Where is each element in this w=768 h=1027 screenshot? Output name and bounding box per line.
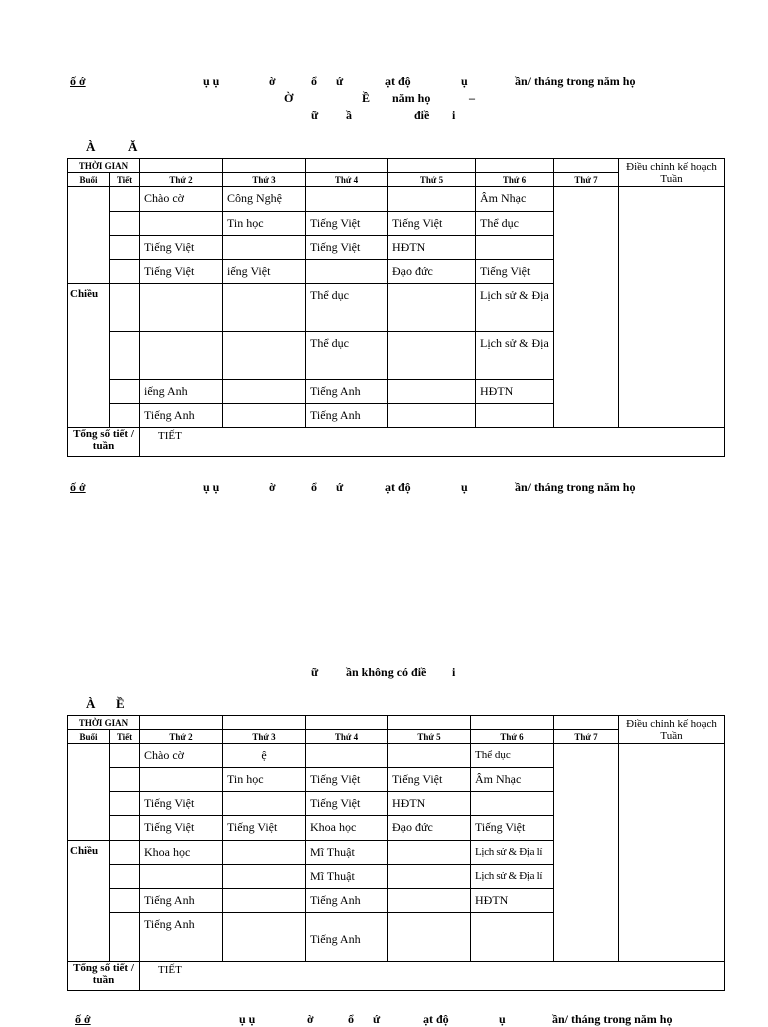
heading-fragment: ạt độ bbox=[385, 480, 411, 494]
day-header: Thứ 7 bbox=[554, 730, 619, 744]
time-header: THỜI GIAN bbox=[68, 716, 140, 730]
lesson-cell: Tiếng Việt bbox=[140, 236, 223, 260]
heading-fragment: ữ bbox=[311, 665, 319, 679]
tiet-cell bbox=[110, 187, 140, 212]
lesson-cell: Tiếng Anh bbox=[306, 913, 388, 962]
section-label: Ă bbox=[128, 139, 138, 154]
heading-fragment: ạt độ bbox=[385, 74, 411, 88]
lesson-cell: Tiếng Việt bbox=[140, 260, 223, 284]
empty-cell bbox=[471, 716, 554, 730]
lesson-cell bbox=[223, 380, 306, 404]
lesson-cell bbox=[388, 865, 471, 889]
heading-fragment: năm họ bbox=[392, 91, 431, 105]
tiet-cell bbox=[110, 792, 140, 816]
heading-fragment: ần không có điề bbox=[346, 665, 427, 679]
lesson-cell: Tin học bbox=[223, 768, 306, 792]
tiet-cell bbox=[110, 284, 140, 332]
day-header: Thứ 6 bbox=[471, 730, 554, 744]
total-value: TIẾT bbox=[140, 962, 725, 991]
heading-fragment: ứ bbox=[336, 480, 344, 494]
lesson-cell bbox=[140, 212, 223, 236]
empty-cell bbox=[388, 159, 476, 173]
lesson-cell bbox=[306, 187, 388, 212]
heading-fragment: ố ớ bbox=[70, 480, 86, 494]
lesson-cell bbox=[223, 792, 306, 816]
adjust-header: Điều chỉnh kế hoạch Tuần bbox=[619, 159, 725, 187]
lesson-cell bbox=[471, 792, 554, 816]
lesson-cell bbox=[140, 768, 223, 792]
day-header: Thứ 5 bbox=[388, 173, 476, 187]
lesson-cell: Tiếng Việt bbox=[306, 792, 388, 816]
lesson-cell: HĐTN bbox=[388, 236, 476, 260]
lesson-cell: Khoa học bbox=[306, 816, 388, 841]
lesson-cell bbox=[388, 889, 471, 913]
lesson-cell bbox=[223, 889, 306, 913]
lesson-cell: Mĩ Thuật bbox=[306, 841, 388, 865]
tiet-cell bbox=[110, 404, 140, 428]
heading-fragment: – bbox=[469, 91, 475, 105]
lesson-cell bbox=[306, 260, 388, 284]
lesson-cell: Âm Nhạc bbox=[476, 187, 554, 212]
lesson-cell: Tiếng Việt bbox=[476, 260, 554, 284]
heading-fragment: ổ bbox=[311, 74, 317, 88]
heading-fragment: ầ bbox=[346, 108, 352, 122]
lesson-cell bbox=[223, 913, 306, 962]
lesson-cell: Tiếng Anh bbox=[140, 404, 223, 428]
heading-fragment: ụ bbox=[499, 1012, 506, 1026]
day-header: Thứ 2 bbox=[140, 730, 223, 744]
lesson-cell: Tiếng Anh bbox=[140, 913, 223, 962]
section-label: Ề bbox=[116, 696, 125, 711]
heading-fragment: ờ bbox=[269, 74, 276, 88]
heading-fragment: ần/ tháng trong năm họ bbox=[515, 480, 636, 494]
lesson-cell: Đạo đức bbox=[388, 260, 476, 284]
heading-fragment: ụ ụ bbox=[203, 74, 220, 88]
lesson-cell: Lịch sử & Địa bbox=[476, 332, 554, 380]
heading-fragment: ần/ tháng trong năm họ bbox=[552, 1012, 673, 1026]
total-value: TIẾT bbox=[140, 428, 725, 457]
lesson-cell: Tiếng Việt bbox=[388, 768, 471, 792]
tiet-header: Tiết bbox=[110, 730, 140, 744]
heading-fragment: i bbox=[452, 108, 456, 122]
lesson-cell: Chào cờ bbox=[140, 744, 223, 768]
tiet-cell bbox=[110, 236, 140, 260]
time-header: THỜI GIAN bbox=[68, 159, 140, 173]
heading-fragment: Ờ bbox=[284, 91, 294, 105]
section-label: À bbox=[86, 139, 96, 154]
lesson-cell: Tiếng Anh bbox=[306, 404, 388, 428]
lesson-cell bbox=[476, 404, 554, 428]
lesson-cell: Thể dục bbox=[306, 332, 388, 380]
day-header: Thứ 6 bbox=[476, 173, 554, 187]
lesson-cell bbox=[223, 236, 306, 260]
lesson-cell bbox=[223, 404, 306, 428]
lesson-cell bbox=[223, 284, 306, 332]
day-header: Thứ 3 bbox=[223, 173, 306, 187]
total-label: Tổng số tiết / tuần bbox=[68, 962, 140, 991]
tiet-cell bbox=[110, 816, 140, 841]
lesson-cell: iếng Việt bbox=[223, 260, 306, 284]
lesson-cell bbox=[476, 236, 554, 260]
lesson-cell bbox=[306, 744, 388, 768]
day-header: Thứ 4 bbox=[306, 173, 388, 187]
empty-cell bbox=[223, 159, 306, 173]
heading-fragment: ụ ụ bbox=[203, 480, 220, 494]
lesson-cell bbox=[140, 332, 223, 380]
lesson-cell bbox=[140, 865, 223, 889]
heading-fragment: ờ bbox=[307, 1012, 314, 1026]
empty-cell bbox=[140, 716, 223, 730]
heading-fragment: ổ bbox=[311, 480, 317, 494]
tiet-cell bbox=[110, 744, 140, 768]
day-header: Thứ 3 bbox=[223, 730, 306, 744]
heading-fragment: ố ớ bbox=[70, 74, 86, 88]
lesson-cell bbox=[471, 913, 554, 962]
heading-fragment: ứ bbox=[373, 1012, 381, 1026]
heading-fragment: ố ớ bbox=[75, 1012, 91, 1026]
tiet-cell bbox=[110, 380, 140, 404]
lesson-cell bbox=[388, 913, 471, 962]
lesson-cell: Lịch sử & Địa bbox=[476, 284, 554, 332]
tiet-cell bbox=[110, 913, 140, 962]
buoi-header: Buổi bbox=[68, 173, 110, 187]
empty-cell bbox=[388, 716, 471, 730]
session-cell bbox=[68, 187, 110, 284]
empty-cell bbox=[223, 716, 306, 730]
lesson-cell: Thể dục bbox=[471, 744, 554, 768]
lesson-cell bbox=[388, 404, 476, 428]
lesson-cell bbox=[388, 187, 476, 212]
total-label: Tổng số tiết / tuần bbox=[68, 428, 140, 457]
heading-fragment: ờ bbox=[269, 480, 276, 494]
empty-cell bbox=[306, 716, 388, 730]
day-header: Thứ 4 bbox=[306, 730, 388, 744]
lesson-cell: Mĩ Thuật bbox=[306, 865, 388, 889]
lesson-cell bbox=[388, 841, 471, 865]
day-header: Thứ 2 bbox=[140, 173, 223, 187]
adjust-header: Điều chỉnh kế hoạch Tuần bbox=[619, 716, 725, 744]
saturday-cell bbox=[554, 744, 619, 962]
heading-fragment: ữ bbox=[311, 108, 319, 122]
lesson-cell: Tiếng Anh bbox=[306, 889, 388, 913]
heading-fragment: ứ bbox=[336, 74, 344, 88]
day-header: Thứ 7 bbox=[554, 173, 619, 187]
tiet-cell bbox=[110, 865, 140, 889]
buoi-header: Buổi bbox=[68, 730, 110, 744]
tiet-cell bbox=[110, 212, 140, 236]
heading-fragment: ụ bbox=[461, 480, 468, 494]
lesson-cell: Tiếng Việt bbox=[223, 816, 306, 841]
lesson-cell: Tiếng Việt bbox=[306, 236, 388, 260]
tiet-cell bbox=[110, 841, 140, 865]
lesson-cell: Chào cờ bbox=[140, 187, 223, 212]
lesson-cell: Thể dục bbox=[476, 212, 554, 236]
session-cell bbox=[68, 744, 110, 841]
adjust-cell bbox=[619, 744, 725, 962]
timetable-2 bbox=[67, 715, 725, 991]
lesson-cell bbox=[388, 380, 476, 404]
lesson-cell: ệ bbox=[223, 744, 306, 768]
section-label: À bbox=[86, 696, 96, 711]
lesson-cell: Khoa học bbox=[140, 841, 223, 865]
tiet-header: Tiết bbox=[110, 173, 140, 187]
lesson-cell: Lịch sử & Địa lí bbox=[471, 841, 554, 865]
lesson-cell: Tiếng Việt bbox=[388, 212, 476, 236]
session-label: Chiều bbox=[68, 284, 110, 428]
lesson-cell: Công Nghệ bbox=[223, 187, 306, 212]
tiet-cell bbox=[110, 260, 140, 284]
tiet-cell bbox=[110, 332, 140, 380]
session-label: Chiều bbox=[68, 841, 110, 962]
lesson-cell: HĐTN bbox=[388, 792, 471, 816]
lesson-cell: Tiếng Anh bbox=[306, 380, 388, 404]
lesson-cell bbox=[388, 332, 476, 380]
lesson-cell: HĐTN bbox=[471, 889, 554, 913]
lesson-cell bbox=[388, 744, 471, 768]
lesson-cell: Tiếng Việt bbox=[140, 792, 223, 816]
heading-fragment: Ề bbox=[362, 91, 371, 105]
empty-cell bbox=[554, 159, 619, 173]
adjust-cell bbox=[619, 187, 725, 428]
lesson-cell bbox=[223, 865, 306, 889]
heading-fragment: ạt độ bbox=[423, 1012, 449, 1026]
lesson-cell: Tiếng Việt bbox=[306, 212, 388, 236]
lesson-cell bbox=[223, 332, 306, 380]
timetable-1 bbox=[67, 158, 725, 457]
lesson-cell: Tiếng Anh bbox=[140, 889, 223, 913]
heading-fragment: ổ bbox=[348, 1012, 354, 1026]
heading-fragment: điề bbox=[414, 108, 430, 122]
heading-fragment: i bbox=[452, 665, 456, 679]
lesson-cell: iếng Anh bbox=[140, 380, 223, 404]
heading-fragment: ụ bbox=[461, 74, 468, 88]
lesson-cell: Tiếng Việt bbox=[471, 816, 554, 841]
lesson-cell: Đạo đức bbox=[388, 816, 471, 841]
empty-cell bbox=[140, 159, 223, 173]
lesson-cell: Tin học bbox=[223, 212, 306, 236]
heading-fragment: ần/ tháng trong năm họ bbox=[515, 74, 636, 88]
empty-cell bbox=[476, 159, 554, 173]
empty-cell bbox=[306, 159, 388, 173]
day-header: Thứ 5 bbox=[388, 730, 471, 744]
empty-cell bbox=[554, 716, 619, 730]
lesson-cell: HĐTN bbox=[476, 380, 554, 404]
lesson-cell: Âm Nhạc bbox=[471, 768, 554, 792]
lesson-cell bbox=[140, 284, 223, 332]
tiet-cell bbox=[110, 768, 140, 792]
lesson-cell: Thể dục bbox=[306, 284, 388, 332]
lesson-cell bbox=[223, 841, 306, 865]
tiet-cell bbox=[110, 889, 140, 913]
lesson-cell: Tiếng Việt bbox=[306, 768, 388, 792]
lesson-cell: Tiếng Việt bbox=[140, 816, 223, 841]
heading-fragment: ụ ụ bbox=[239, 1012, 256, 1026]
saturday-cell bbox=[554, 187, 619, 428]
lesson-cell: Lịch sử & Địa lí bbox=[471, 865, 554, 889]
lesson-cell bbox=[388, 284, 476, 332]
